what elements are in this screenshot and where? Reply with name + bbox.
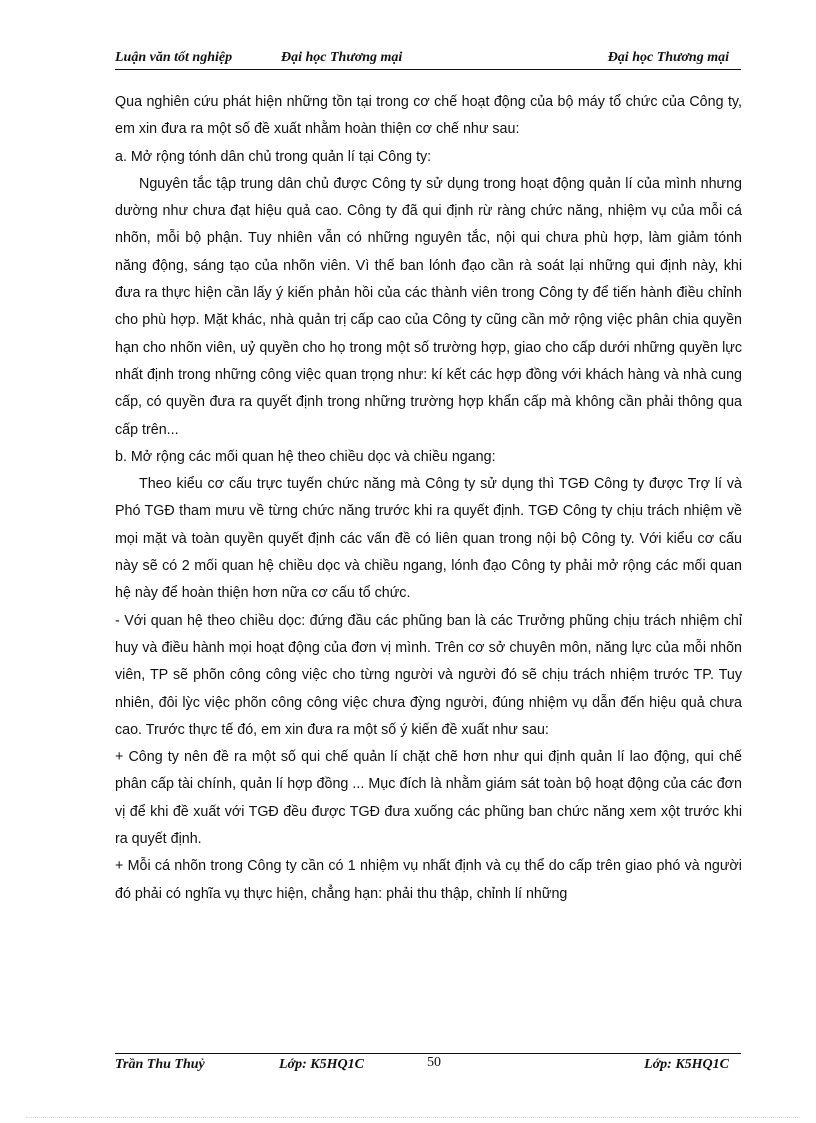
header-thesis-label: Luận văn tốt nghiệp [115,50,233,65]
paragraph: Theo kiểu cơ cấu trực tuyến chức năng mà Công ty sử dụng thì TGĐ Công ty được Trợ lí và Phó TGĐ tham mưu về từng chức năng trước khi ra quyết định. TGĐ Công ty chịu trách nhiệm về mọi mặt và toàn quyền quyết định các vấn đề có liên quan trong nội bộ Công ty. Với kiểu cơ cấu này sẽ có 2 mối quan hệ chiều dọc và chiều ngang, lónh đạo Công ty phải mở rộng các mối quan hệ này để hoàn thiện hơn nữa cơ cấu tổ chức. [115,476,742,602]
footer-class-middle: Lớp: K5HQ1C [279,1057,364,1072]
section-heading-b: b. Mở rộng các mối quan hệ theo chiều dọc và chiều ngang: [115,448,496,465]
paragraph: Qua nghiên cứu phát hiện những tồn tại trong cơ chế hoạt động của bộ máy tổ chức của Công ty, em xin đưa ra một số đề xuất nhằm hoàn thiện cơ chế như sau: [115,94,742,138]
paragraph: + Công ty nên đề ra một số qui chế quản lí chặt chẽ hơn như qui định quản lí lao động, qui chế phân cấp tài chính, quản lí hợp đồng ... Mục đích là nhằm giám sát toàn bộ hoạt động của các đơn vị để khi đề xuất với TGĐ đều được TGĐ đưa xuống các phũng ban chức năng xem xột trước khi ra quyết định. [115,749,742,848]
footer-class-right: Lớp: K5HQ1C [644,1057,729,1072]
footer-author: Trần Thu Thuỷ [115,1057,205,1072]
paragraph: - Với quan hệ theo chiều dọc: đứng đầu các phũng ban là các Trưởng phũng chịu trách nhiệm chỉ huy và điều hành mọi hoạt động của đơn vị mình. Trên cơ sở chuyên môn, năng lực của mỗi nhõn viên, TP sẽ phõn công công việc cho từng người và người đó sẽ chịu trách nhiệm trước TP. Tuy nhiên, đôi lỳc việc phõn công công việc chưa đỳng người, đúng nhiệm vụ dẫn đến hiệu quả chưa cao. Trước thực tế đó, em xin đưa ra một số ý kiến đề xuất như sau: [115,612,742,738]
header-university-right: Đại học Thương mại [607,50,729,65]
section-heading-a: a. Mở rộng tónh dân chủ trong quản lí tại Công ty: [115,148,432,165]
paragraph: Nguyên tắc tập trung dân chủ được Công ty sử dụng trong hoạt động quản lí của mình nhưng dường như chưa đạt hiệu quả cao. Công ty đã qui định rừ ràng chức năng, nhiệm vụ của mỗi cá nhõn, mỗi bộ phận. Tuy nhiên vẫn có những nguyên tắc, nội qui chưa phù hợp, làm giảm tónh năng động, sáng tạo của nhõn viên. Vì thế ban lónh đạo cần rà soát lại những qui định này, khi đưa ra thực hiện cần lấy ý kiến phản hồi của các thành viên trong Công ty để tiến hành điều chỉnh cho phù hợp. Mặt khác, nhà quản trị cấp cao của Công ty cũng cần mở rộng việc phân chia quyền hạn cho nhõn viên, uỷ quyền cho họ trong một số trường hợp, giao cho cấp dưới những quyền lực nhất định trong những công việc quan trọng như: kí kết các hợp đồng với khách hàng và nhà cung cấp, có quyền đưa ra quyết định trong những trường hợp khẩn cấp mà không cần phải thông qua cấp trên... [115,175,742,438]
page-number: 50 [427,1055,441,1070]
page-footer [115,1053,741,1078]
page-edge-divider [26,1117,800,1118]
page-header [115,48,741,70]
paragraph: + Mỗi cá nhõn trong Công ty cần có 1 nhiệm vụ nhất định và cụ thể do cấp trên giao phó và người đó phải có nghĩa vụ thực hiện, chẳng hạn: phải thu thập, chỉnh lí những [115,858,742,902]
header-university-label: Đại học Thương mại [281,50,403,65]
header-rule [115,69,741,70]
document-body [115,89,742,908]
